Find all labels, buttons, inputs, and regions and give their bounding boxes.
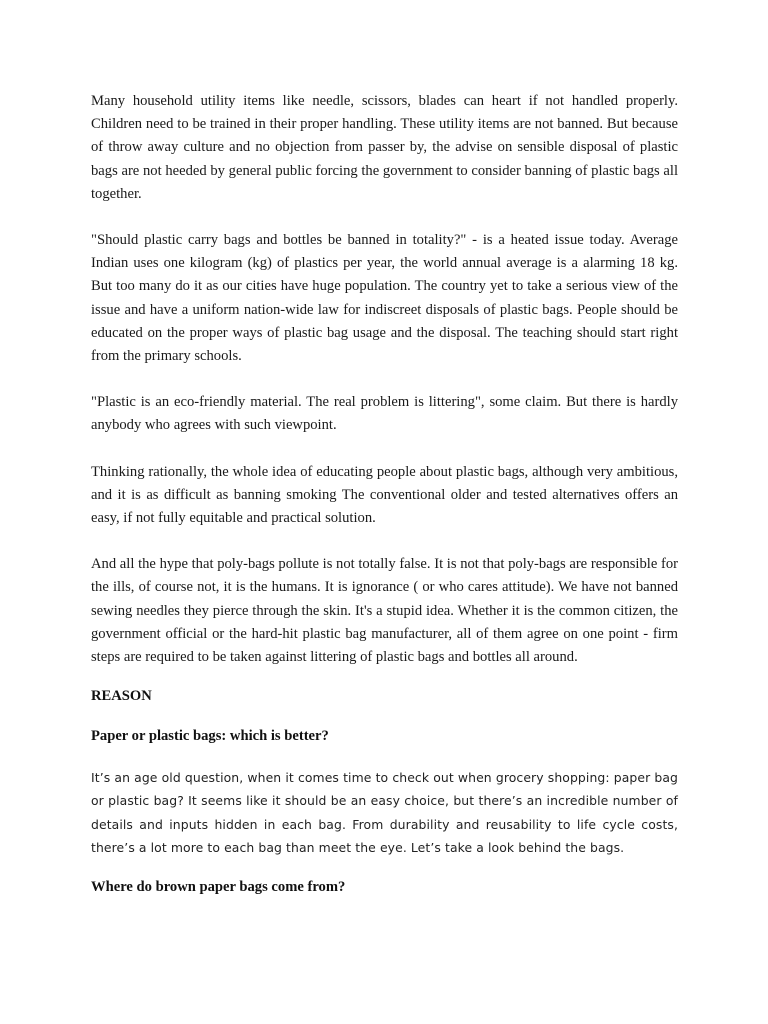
- paragraph-household-items: Many household utility items like needle, scissors, blades can heart if not handled properly. Children need to be trained in their proper handling. These utility items are not banned. But because of throw away culture and no objection from passer by, the advise on sensible disposal of plastic bags are not heeded by general public forcing the government to consider banning of plastic bags all together.: [91, 93, 678, 202]
- heading-paper-or-plastic: Paper or plastic bags: which is better?: [91, 728, 329, 745]
- paragraph-eco-friendly-claim: "Plastic is an eco-friendly material. The real problem is littering", some claim. But there is hardly anybody who agrees with such viewpoint.: [91, 394, 678, 434]
- heading-reason: REASON: [91, 688, 152, 705]
- paragraph-thinking-rationally: Thinking rationally, the whole idea of educating people about plastic bags, although very ambitious, and it is as difficult as banning smoking The conventional older and tested alternatives offers an easy, if not fully equitable and practical solution.: [91, 463, 678, 527]
- heading-brown-paper-bags: Where do brown paper bags come from?: [91, 879, 346, 896]
- paragraph-age-old-question: It’s an age old question, when it comes time to check out when grocery shopping: paper bag or plastic bag? It seems like it should be an easy choice, but there’s an incredible number of details and inputs hidden in each bag. From durability and reusability to life cycle costs, there’s a lot more to each bag than meet the eye. Let’s take a look behind the bags.: [91, 770, 678, 855]
- document-body: [91, 90, 678, 917]
- paragraph-hype: And all the hype that poly-bags pollute is not totally false. It is not that poly-bags are responsible for the ills, of course not, it is the humans. It is ignorance ( or who cares attitude). We have not banned sewing needles they pierce through the skin. It's a stupid idea. Whether it is the common citizen, the government official or the hard-hit plastic bag manufacturer, all of them agree on one point - firm steps are required to be taken against littering of plastic bags and bottles all around.: [91, 556, 678, 666]
- paragraph-ban-question: "Should plastic carry bags and bottles be banned in totality?" - is a heated issue today. Average Indian uses one kilogram (kg) of plastics per year, the world annual average is a alarming 18 kg. But too many do it as our cities have huge population. The country yet to take a serious view of the issue and have a uniform nation-wide law for indiscreet disposals of plastic bags. People should be educated on the proper ways of plastic bag usage and the disposal. The teaching should start right from the primary schools.: [91, 232, 678, 365]
